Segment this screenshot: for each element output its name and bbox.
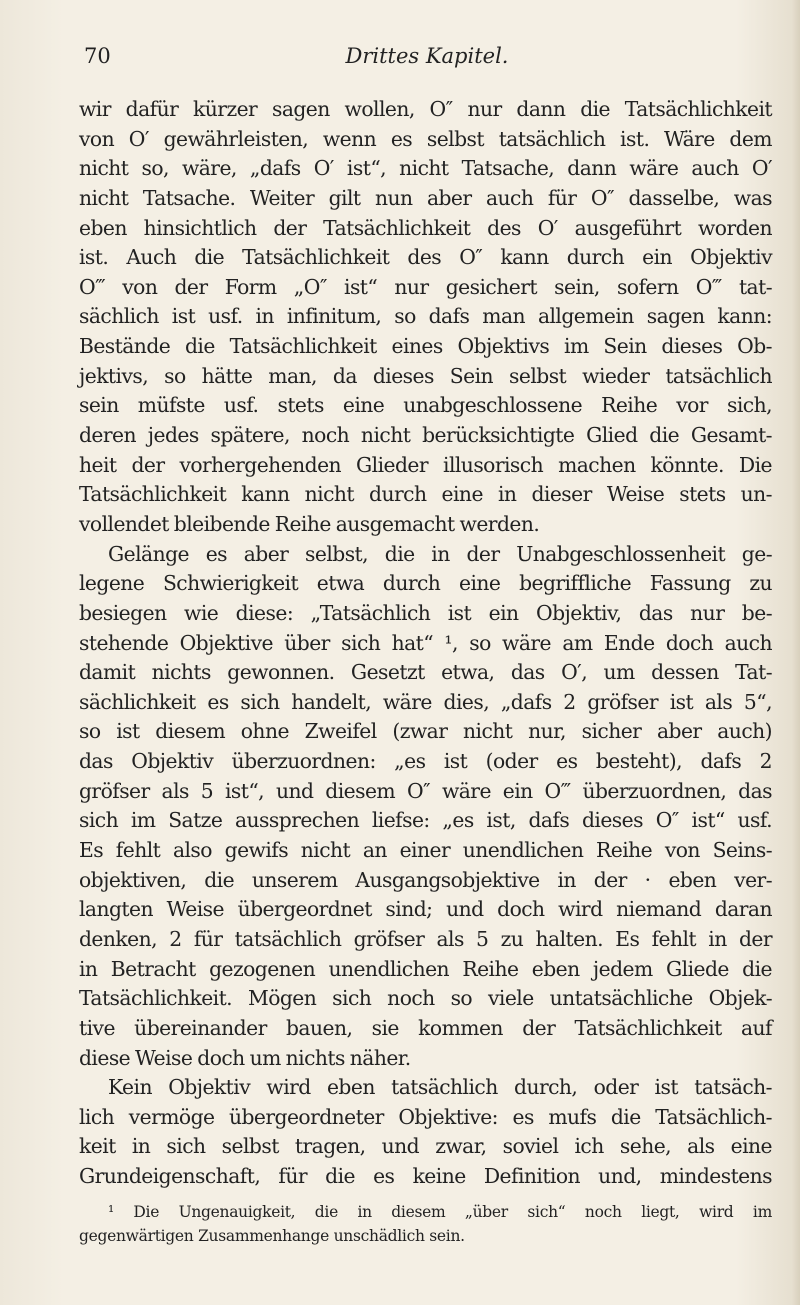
text-line: so ist diesem ohne Zweifel (zwar nicht nur, sicher aber auch) — [79, 719, 772, 744]
text-line: diese Weise doch um nichts näher. — [79, 1045, 411, 1070]
text-line: Grundeigenschaft, für die es keine Definition und, mindestens — [79, 1164, 772, 1189]
text-line: Tatsächlichkeit. Mögen sich noch so viele untatsächliche Objek- — [79, 986, 772, 1011]
text-line: damit nichts gewonnen. Gesetzt etwa, das O′, um dessen Tat- — [79, 660, 772, 685]
text-line: gröfser als 5 ist“, und diesem O″ wäre ein O‴ überzuordnen, das — [79, 778, 772, 803]
text-line: sich im Satze aussprechen liefse: „es ist, dafs dieses O″ ist“ usf. — [79, 808, 772, 833]
text-line: langten Weise übergeordnet sind; und doch wird niemand daran — [79, 897, 772, 922]
text-line: nicht so, wäre, „dafs O′ ist“, nicht Tatsache, dann wäre auch O′ — [79, 156, 772, 181]
page-number: 70 — [84, 44, 111, 68]
text-line: jektivs, so hätte man, da dieses Sein selbst wieder tatsächlich — [79, 363, 772, 388]
text-line: keit in sich selbst tragen, und zwar, soviel ich sehe, als eine — [79, 1134, 772, 1159]
text-line: lich vermöge übergeordneter Objektive: es mufs die Tatsächlich- — [79, 1104, 772, 1129]
text-line: Kein Objektiv wird eben tatsächlich durch, oder ist tatsäch- — [108, 1075, 772, 1100]
text-line: Bestände die Tatsächlichkeit eines Objektivs im Sein dieses Ob- — [79, 334, 772, 359]
body-text — [79, 95, 772, 1192]
footnote — [79, 1200, 772, 1248]
text-line: nicht Tatsache. Weiter gilt nun aber auch für O″ dasselbe, was — [79, 185, 772, 210]
text-line: in Betracht gezogenen unendlichen Reihe eben jedem Gliede die — [79, 956, 772, 981]
text-line: stehende Objektive über sich hat“ ¹, so wäre am Ende doch auch — [79, 630, 772, 655]
text-line: Tatsächlichkeit kann nicht durch eine in dieser Weise stets un- — [79, 482, 772, 507]
text-line: von O′ gewährleisten, wenn es selbst tatsächlich ist. Wäre dem — [79, 126, 772, 151]
text-line: vollendet bleibende Reihe ausgemacht werden. — [79, 511, 540, 536]
text-line: Es fehlt also gewifs nicht an einer unendlichen Reihe von Seins- — [79, 838, 772, 863]
text-line: eben hinsichtlich der Tatsächlichkeit des O′ ausgeführt worden — [79, 215, 772, 240]
text-line: legene Schwierigkeit etwa durch eine begriffliche Fassung zu — [79, 571, 772, 596]
footnote-line: gegenwärtigen Zusammenhange unschädlich sein. — [79, 1227, 465, 1245]
text-line: sein müfste usf. stets eine unabgeschlossene Reihe vor sich, — [79, 393, 772, 418]
text-line: tive übereinander bauen, sie kommen der Tatsächlichkeit auf — [79, 1015, 772, 1040]
text-line: denken, 2 für tatsächlich gröfser als 5 zu halten. Es fehlt in der — [79, 926, 772, 951]
page-edge-shadow — [792, 0, 800, 1305]
text-line: sächlich ist usf. in infinitum, so dafs man allgemein sagen kann: — [79, 304, 772, 329]
text-line: deren jedes spätere, noch nicht berücksichtigte Glied die Gesamt- — [79, 423, 772, 448]
text-line: objektiven, die unserem Ausgangsobjektive in der · eben ver- — [79, 867, 772, 892]
text-line: O‴ von der Form „O″ ist“ nur gesichert sein, sofern O‴ tat- — [79, 274, 772, 299]
running-title: Drittes Kapitel. — [345, 44, 509, 68]
page-header — [84, 44, 770, 74]
text-line: heit der vorhergehenden Glieder illusorisch machen könnte. Die — [79, 452, 772, 477]
text-line: ist. Auch die Tatsächlichkeit des O″ kann durch ein Objektiv — [79, 245, 772, 270]
footnote-line: ¹ Die Ungenauigkeit, die in diesem „über sich“ noch liegt, wird im — [108, 1203, 772, 1221]
text-line: das Objektiv überzuordnen: „es ist (oder es besteht), dafs 2 — [79, 749, 772, 774]
text-line: Gelänge es aber selbst, die in der Unabgeschlossenheit ge- — [108, 541, 772, 566]
text-line: besiegen wie diese: „Tatsächlich ist ein Objektiv, das nur be- — [79, 600, 772, 625]
text-line: sächlichkeit es sich handelt, wäre dies, „dafs 2 gröfser ist als 5“, — [79, 689, 772, 714]
text-line: wir dafür kürzer sagen wollen, O″ nur dann die Tatsächlichkeit — [79, 97, 772, 121]
